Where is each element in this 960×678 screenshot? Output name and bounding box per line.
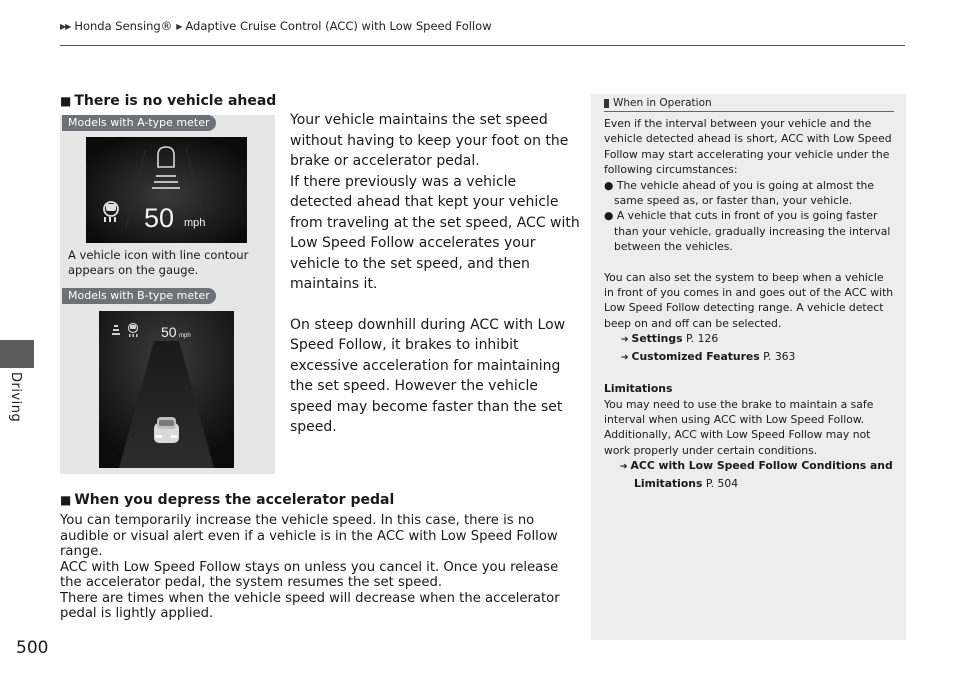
reference-page: P. 126: [685, 332, 719, 346]
sidebar-bullet-text: A vehicle that cuts in front of you is going faster than your vehicle, gradually increasing the interval between the vehicles.: [614, 209, 891, 254]
breadcrumb-item[interactable]: Honda Sensing®: [74, 19, 173, 33]
sidebar-paragraph: You can also set the system to beep when a vehicle in front of you comes in and goes out of the ACC with Low Speed Follow detecting range. A vehicle detect beep on and off can be selected.: [604, 270, 894, 330]
chapter-tab-label[interactable]: Driving: [8, 372, 23, 423]
acc-display-a: [86, 137, 247, 243]
speed-value-b: 50: [161, 324, 177, 340]
figure-caption: A vehicle icon with line contour appears on the gauge.: [68, 248, 249, 277]
page-number: 500: [16, 638, 49, 658]
note-marker-icon: [604, 99, 609, 108]
sidebar-bullet: [604, 208, 894, 254]
paragraph: If there previously was a vehicle detected ahead that kept your vehicle from traveling at the set speed, ACC with Low Speed Follow accelerates your vehicle to the set speed, and then maintains it.: [290, 173, 580, 292]
section-square-icon: ■: [60, 493, 72, 507]
reference-link-customized-features[interactable]: [604, 349, 894, 366]
acc-display-b: [99, 311, 234, 468]
depress-body: [60, 513, 580, 622]
bullet-icon: ●: [604, 178, 617, 192]
speed-unit-a: mph: [184, 217, 206, 229]
sidebar-title-text: When in Operation: [613, 97, 712, 109]
sidebar-bullet-text: The vehicle ahead of you is going at almost the same speed as, or faster than, your vehicle.: [614, 178, 875, 208]
breadcrumb: [60, 19, 492, 33]
breadcrumb-arrow-icon: ▶: [176, 21, 182, 31]
section-heading-text: There is no vehicle ahead: [74, 93, 277, 109]
reference-link-settings[interactable]: [604, 331, 894, 348]
reference-label: ACC with Low Speed Follow Conditions and Limitations: [630, 459, 893, 490]
no-vehicle-body: [290, 110, 580, 438]
limitations-heading: Limitations: [604, 382, 673, 396]
paragraph: You can temporarily increase the vehicle speed. In this case, there is no audible or visual alert even if a vehicle is in the ACC with Low Speed Follow range.: [60, 513, 558, 559]
reference-label: Customized Features: [631, 349, 760, 363]
sidebar-divider: [604, 111, 894, 112]
sidebar-notes: [604, 97, 894, 491]
reference-label: Settings: [631, 332, 683, 346]
bullet-icon: ●: [604, 209, 617, 223]
reference-link-conditions[interactable]: [604, 458, 894, 491]
reference-page: P. 363: [763, 349, 796, 363]
sidebar-paragraph: Even if the interval between your vehicle and the vehicle detected ahead is short, ACC with Low Speed Follow may start accelerating your vehicle under the following circumstances:: [604, 117, 892, 177]
sidebar-bullet: [604, 178, 894, 209]
paragraph: Your vehicle maintains the set speed without having to keep your foot on the brake or accelerator pedal.: [290, 112, 569, 169]
breadcrumb-arrow-icon: ▶▶: [60, 21, 71, 31]
reference-page: P. 504: [705, 476, 739, 490]
paragraph: On steep downhill during ACC with Low Speed Follow, it brakes to inhibit excessive acceleration for maintaining the set speed. However the vehicle speed may become faster than the set speed.: [290, 316, 566, 435]
sidebar-title: [604, 97, 894, 109]
model-tag-b: Models with B-type meter: [62, 288, 216, 304]
reference-arrow-icon: ➔: [621, 335, 629, 346]
speed-unit-b: mph: [179, 333, 191, 339]
reference-arrow-icon: ➔: [621, 352, 629, 363]
speed-value-a: 50: [144, 203, 175, 233]
gauge-image-b-type: [99, 311, 234, 468]
chapter-tab-marker: [0, 340, 34, 368]
paragraph: ACC with Low Speed Follow stays on unless you cancel it. Once you release the accelerator pedal, the system resumes the set speed.: [60, 559, 559, 590]
header-divider: [60, 45, 905, 46]
section-heading-no-vehicle: [60, 93, 276, 109]
section-heading-text: When you depress the accelerator pedal: [74, 492, 395, 508]
sidebar-paragraph: You may need to use the brake to maintain a safe interval when using ACC with Low Speed Follow. Additionally, ACC with Low Speed Follow may not work properly under certain conditions.: [604, 397, 874, 457]
breadcrumb-item[interactable]: Adaptive Cruise Control (ACC) with Low Speed Follow: [185, 19, 492, 33]
car-icon: [154, 417, 179, 443]
section-heading-depress: [60, 492, 394, 508]
paragraph: There are times when the vehicle speed will decrease when the accelerator pedal is lightly applied.: [60, 590, 560, 621]
model-tag-a: Models with A-type meter: [62, 115, 216, 131]
section-square-icon: ■: [60, 94, 72, 108]
reference-arrow-icon: ➔: [620, 462, 628, 473]
gauge-image-a-type: [86, 137, 247, 243]
